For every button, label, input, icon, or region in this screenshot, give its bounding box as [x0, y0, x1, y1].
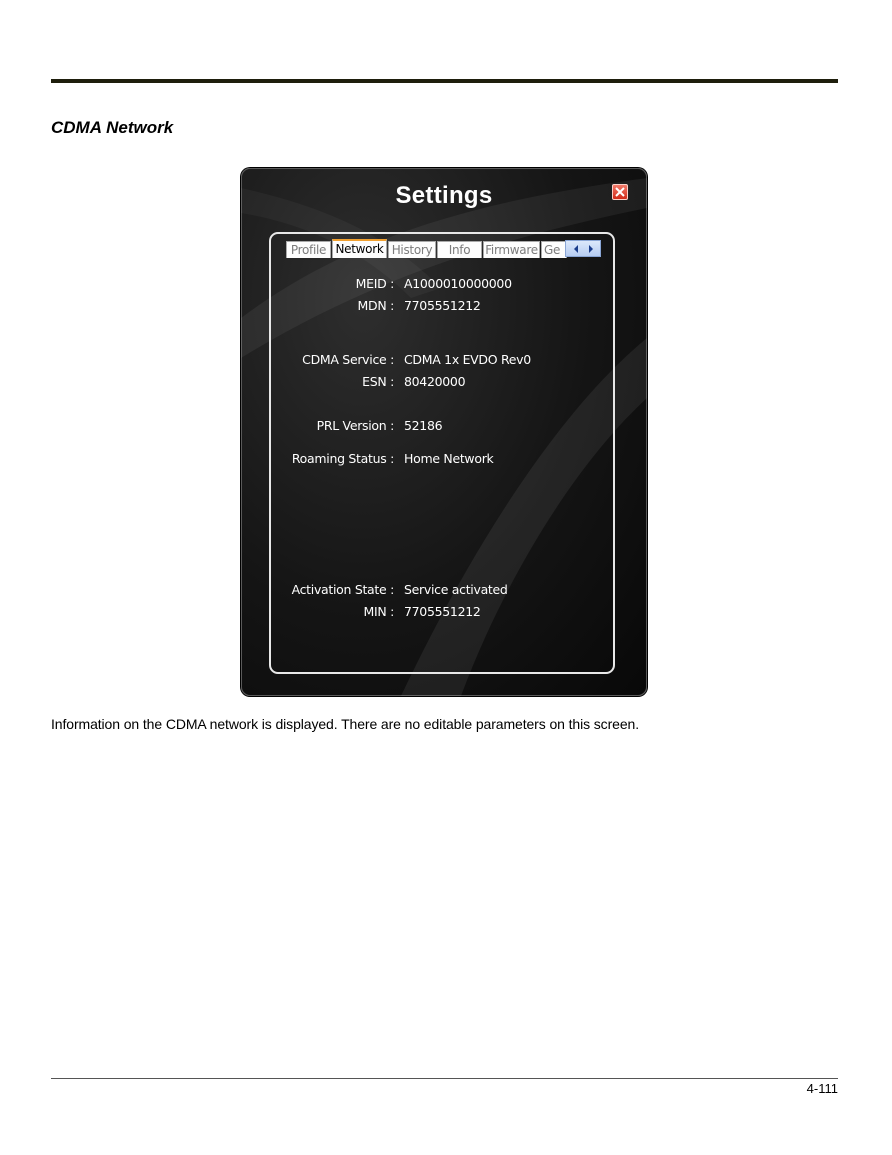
- tab-firmware[interactable]: Firmware: [483, 241, 540, 258]
- field-label: ESN :: [362, 374, 394, 389]
- footer-rule: [51, 1078, 838, 1079]
- field-row-activation-state: [241, 582, 647, 600]
- field-label: MDN :: [357, 298, 394, 313]
- chevron-left-icon[interactable]: [572, 245, 580, 253]
- close-icon: [615, 187, 625, 197]
- field-row-min: [241, 604, 647, 622]
- close-button[interactable]: [612, 184, 628, 200]
- tab-scroll-control: [565, 240, 601, 257]
- chevron-right-icon[interactable]: [587, 245, 595, 253]
- page-number: 4-111: [806, 1081, 838, 1096]
- field-value: A1000010000000: [404, 276, 512, 291]
- field-value: 80420000: [404, 374, 466, 389]
- field-label: CDMA Service :: [302, 352, 394, 367]
- field-value: 7705551212: [404, 604, 481, 619]
- field-label: MEID :: [355, 276, 394, 291]
- field-label: PRL Version :: [316, 418, 394, 433]
- tab-history[interactable]: History: [388, 241, 436, 258]
- field-row-mdn: [241, 298, 647, 316]
- field-label: Activation State :: [291, 582, 394, 597]
- tab-info[interactable]: Info: [437, 241, 482, 258]
- field-label: MIN :: [363, 604, 394, 619]
- field-value: CDMA 1x EVDO Rev0: [404, 352, 531, 367]
- field-value: 52186: [404, 418, 443, 433]
- field-row-esn: [241, 374, 647, 392]
- field-value: Home Network: [404, 451, 494, 466]
- tab-general[interactable]: Ge: [541, 241, 567, 258]
- field-row-cdma-service: [241, 352, 647, 370]
- caption-text: Information on the CDMA network is displayed. There are no editable parameters on this screen.: [51, 716, 639, 732]
- header-rule: [51, 79, 838, 83]
- tab-network[interactable]: Network: [332, 239, 387, 258]
- field-value: 7705551212: [404, 298, 481, 313]
- section-title: CDMA Network: [51, 118, 174, 137]
- field-label: Roaming Status :: [291, 451, 394, 466]
- field-row-prl-version: [241, 418, 647, 436]
- field-value: Service activated: [404, 582, 508, 597]
- window-title: Settings: [395, 182, 493, 209]
- settings-window: [241, 168, 647, 696]
- field-row-meid: [241, 276, 647, 294]
- tab-profile[interactable]: Profile: [286, 241, 331, 258]
- field-row-roaming-status: [241, 451, 647, 469]
